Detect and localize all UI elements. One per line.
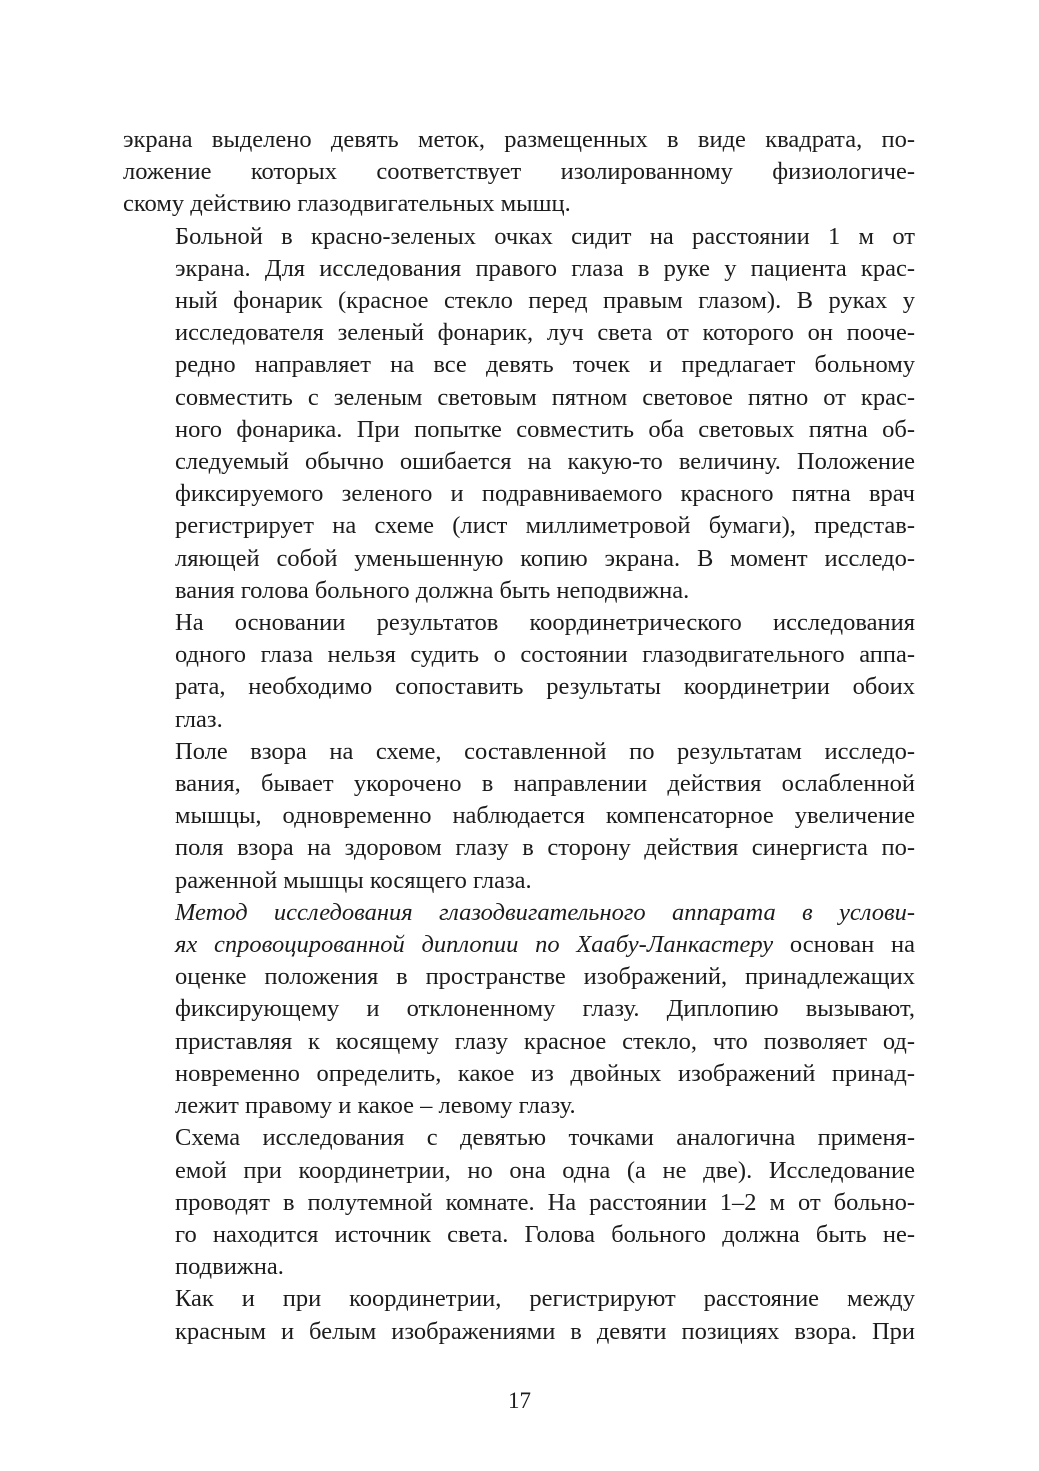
text-segment: ложение которых соответствует изолированному физиологиче- <box>123 158 915 186</box>
text-line <box>123 382 915 414</box>
text-segment: вания голова больного должна быть неподвижна. <box>175 576 690 604</box>
text-line <box>123 1187 915 1219</box>
text-segment: Схема исследования с девятью точками аналогична применя- <box>175 1124 915 1152</box>
text-segment: проводят в полутемной комнате. На расстоянии 1–2 м от больно- <box>175 1188 915 1216</box>
paragraph <box>123 1283 915 1347</box>
text-line <box>123 1026 915 1058</box>
text-line <box>123 1155 915 1187</box>
text-line <box>123 349 915 381</box>
italic-text: Метод исследования глазодвигательного аппарата в услови- <box>175 898 915 926</box>
text-line <box>123 865 915 897</box>
text-line <box>123 285 915 317</box>
text-segment: красным и белым изображениями в девяти позициях взора. При <box>175 1317 915 1345</box>
text-line <box>123 1283 915 1315</box>
paragraph <box>123 897 915 1122</box>
text-segment: ного фонарика. При попытке совместить оба световых пятна об- <box>175 415 915 443</box>
text-segment: совместить с зеленым световым пятном световое пятно от крас- <box>175 383 915 411</box>
text-segment: вания, бывает укорочено в направлении действия ослабленной <box>175 770 915 798</box>
text-line <box>123 253 915 285</box>
text-segment: подвижна. <box>175 1253 284 1281</box>
text-line <box>123 639 915 671</box>
text-line <box>123 478 915 510</box>
text-segment: одного глаза нельзя судить о состоянии глазодвигательного аппа- <box>175 641 915 669</box>
text-segment: основан на <box>773 931 915 959</box>
text-segment: исследователя зеленый фонарик, луч света от которого он пооче- <box>175 319 915 347</box>
text-segment: раженной мышцы косящего глаза. <box>175 866 532 894</box>
text-segment: регистрирует на схеме (лист миллиметровой бумаги), представ- <box>175 512 915 540</box>
italic-text: ях спровоцированной диплопии по Хаабу-Ланкастеру <box>175 931 774 959</box>
text-line <box>123 317 915 349</box>
text-segment: редно направляет на все девять точек и предлагает больному <box>175 351 915 379</box>
text-segment: поля взора на здоровом глазу в сторону действия синергиста по- <box>175 834 915 862</box>
text-line <box>123 156 915 188</box>
text-segment: рата, необходимо сопоставить результаты координетрии обоих <box>175 673 915 701</box>
text-segment: На основании результатов координетрического исследования <box>175 609 915 637</box>
text-line <box>123 961 915 993</box>
text-segment: следуемый обычно ошибается на какую-то величину. Положение <box>175 448 915 476</box>
text-line <box>123 543 915 575</box>
text-line <box>123 768 915 800</box>
text-line <box>123 446 915 478</box>
text-line <box>123 1058 915 1090</box>
page-number: 17 <box>508 1388 531 1413</box>
text-line <box>123 575 915 607</box>
text-line <box>123 736 915 768</box>
text-segment: Больной в красно-зеленых очках сидит на расстоянии 1 м от <box>175 222 915 250</box>
paragraph <box>123 736 915 897</box>
text-line <box>123 800 915 832</box>
text-segment: фиксируемого зеленого и подравниваемого красного пятна врач <box>175 480 915 508</box>
text-segment: Поле взора на схеме, составленной по результатам исследо- <box>175 737 915 765</box>
text-line <box>123 832 915 864</box>
text-segment: го находится источник света. Голова больного должна быть не- <box>175 1220 915 1248</box>
text-line <box>123 1122 915 1154</box>
text-segment: оценке положения в пространстве изображений, принадлежащих <box>175 963 915 991</box>
text-line <box>123 704 915 736</box>
text-line <box>123 1219 915 1251</box>
text-segment: приставляя к косящему глазу красное стекло, что позволяет од- <box>175 1027 915 1055</box>
text-line <box>123 188 915 220</box>
text-segment: мышцы, одновременно наблюдается компенсаторное увеличение <box>175 802 915 830</box>
text-segment: скому действию глазодвигательных мышц. <box>123 190 571 218</box>
text-segment: лежит правому и какое – левому глазу. <box>175 1092 576 1120</box>
body-text <box>123 124 915 1348</box>
text-line <box>123 897 915 929</box>
text-line <box>123 671 915 703</box>
paragraph <box>123 221 915 607</box>
text-line <box>123 510 915 542</box>
text-line <box>123 607 915 639</box>
text-segment: экрана. Для исследования правого глаза в руке у пациента крас- <box>175 254 915 282</box>
text-line <box>123 1316 915 1348</box>
paragraph <box>123 1122 915 1283</box>
paragraph <box>123 124 915 221</box>
text-segment: экрана выделено девять меток, размещенных в виде квадрата, по- <box>123 126 915 153</box>
text-segment: емой при координетрии, но она одна (а не две). Исследование <box>175 1156 915 1184</box>
text-line <box>123 929 915 961</box>
text-segment: Как и при координетрии, регистрируют расстояние между <box>175 1285 915 1313</box>
text-segment: ный фонарик (красное стекло перед правым глазом). В руках у <box>175 287 915 315</box>
text-line <box>123 1090 915 1122</box>
text-line <box>123 221 915 253</box>
text-segment: новременно определить, какое из двойных изображений принад- <box>175 1059 915 1087</box>
text-line <box>123 124 915 156</box>
text-segment: глаз. <box>175 705 223 733</box>
text-segment: фиксирующему и отклоненному глазу. Диплопию вызывают, <box>175 995 915 1023</box>
paragraph <box>123 607 915 736</box>
text-line <box>123 414 915 446</box>
text-line <box>123 1251 915 1283</box>
text-line <box>123 993 915 1025</box>
text-segment: ляющей собой уменьшенную копию экрана. В момент исследо- <box>175 544 915 572</box>
